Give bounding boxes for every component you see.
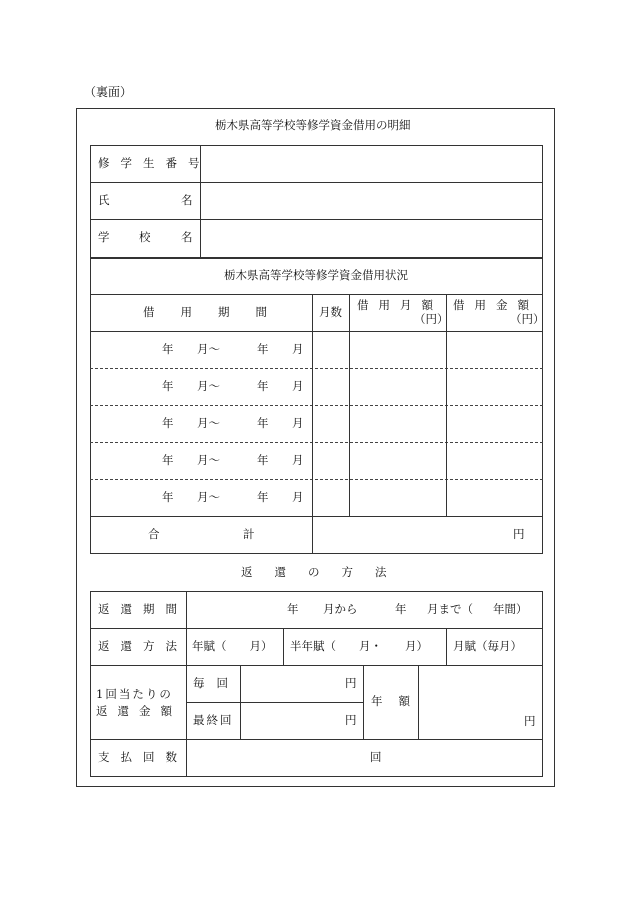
row-year-to: 年 [257,416,269,430]
col-months: 月数 [319,305,342,319]
row-month-from: 月〜 [197,342,220,356]
col-monthly: 借用月額 [357,298,443,312]
row-year-from: 年 [162,342,174,356]
row-year-from: 年 [162,490,174,504]
row-month-from: 月〜 [197,379,220,393]
amount-label: 返還金額 [96,704,182,718]
method-semiannual-option[interactable]: 半年賦（ 月・ 月） [290,639,428,653]
row-year-to: 年 [257,379,269,393]
annual-yen: 円 [524,714,536,728]
repay-period-years: 年間） [493,602,528,616]
row-year-from: 年 [162,379,174,393]
repay-period-until: 月まで（ [427,602,473,616]
col-monthly-unit: （円） [414,312,449,326]
row-month-to: 月 [292,453,304,467]
row-year-to: 年 [257,342,269,356]
total-yen: 円 [513,527,525,541]
annual-label: 年額 [371,694,426,708]
school-label: 名 [181,230,193,244]
row-month-to: 月 [292,342,304,356]
repay-title: 返還の方法 [241,565,409,579]
row-year-to: 年 [257,453,269,467]
total-label: 計 [243,527,255,541]
row-year-from: 年 [162,453,174,467]
row-month-from: 月〜 [197,453,220,467]
row-year-to: 年 [257,490,269,504]
amount-label: 1回当たりの [96,687,173,701]
repay-method-label: 返還方法 [98,639,188,653]
student-no-field[interactable] [205,150,535,176]
student-no-label: 修学生番号 [98,156,211,170]
form-title: 栃木県高等学校等修学資金借用の明細 [215,118,411,132]
row-year-from: 年 [162,416,174,430]
count-unit: 回 [370,750,382,764]
row-month-from: 月〜 [197,490,220,504]
final-label: 最終回 [193,713,234,727]
school-field[interactable] [205,224,535,250]
school-label: 校 [139,230,151,244]
each-yen: 円 [345,676,357,690]
status-title: 栃木県高等学校等修学資金借用状況 [224,268,408,282]
name-label: 名 [181,193,193,207]
col-period: 借用期間 [143,305,293,319]
row-month-to: 月 [292,490,304,504]
row-month-to: 月 [292,379,304,393]
repay-period-year1: 年 [287,602,299,616]
school-label: 学 [98,230,110,244]
count-label: 支払回数 [98,750,188,764]
final-yen: 円 [345,713,357,727]
each-label: 毎回 [193,676,240,690]
row-month-to: 月 [292,416,304,430]
row-month-from: 月〜 [197,416,220,430]
total-label: 合 [148,527,160,541]
repay-period-label: 返還期間 [98,602,188,616]
repay-period-year2: 年 [395,602,407,616]
page-side-label: （裏面） [84,85,133,99]
name-field[interactable] [205,187,535,213]
method-annual-option[interactable]: 年賦（ 月） [192,639,273,653]
name-label: 氏 [98,193,110,207]
col-total: 借用金額 [453,298,539,312]
method-monthly-option[interactable]: 月賦（毎月） [453,639,522,653]
col-total-unit: （円） [510,312,545,326]
repay-period-from: 月から [323,602,358,616]
